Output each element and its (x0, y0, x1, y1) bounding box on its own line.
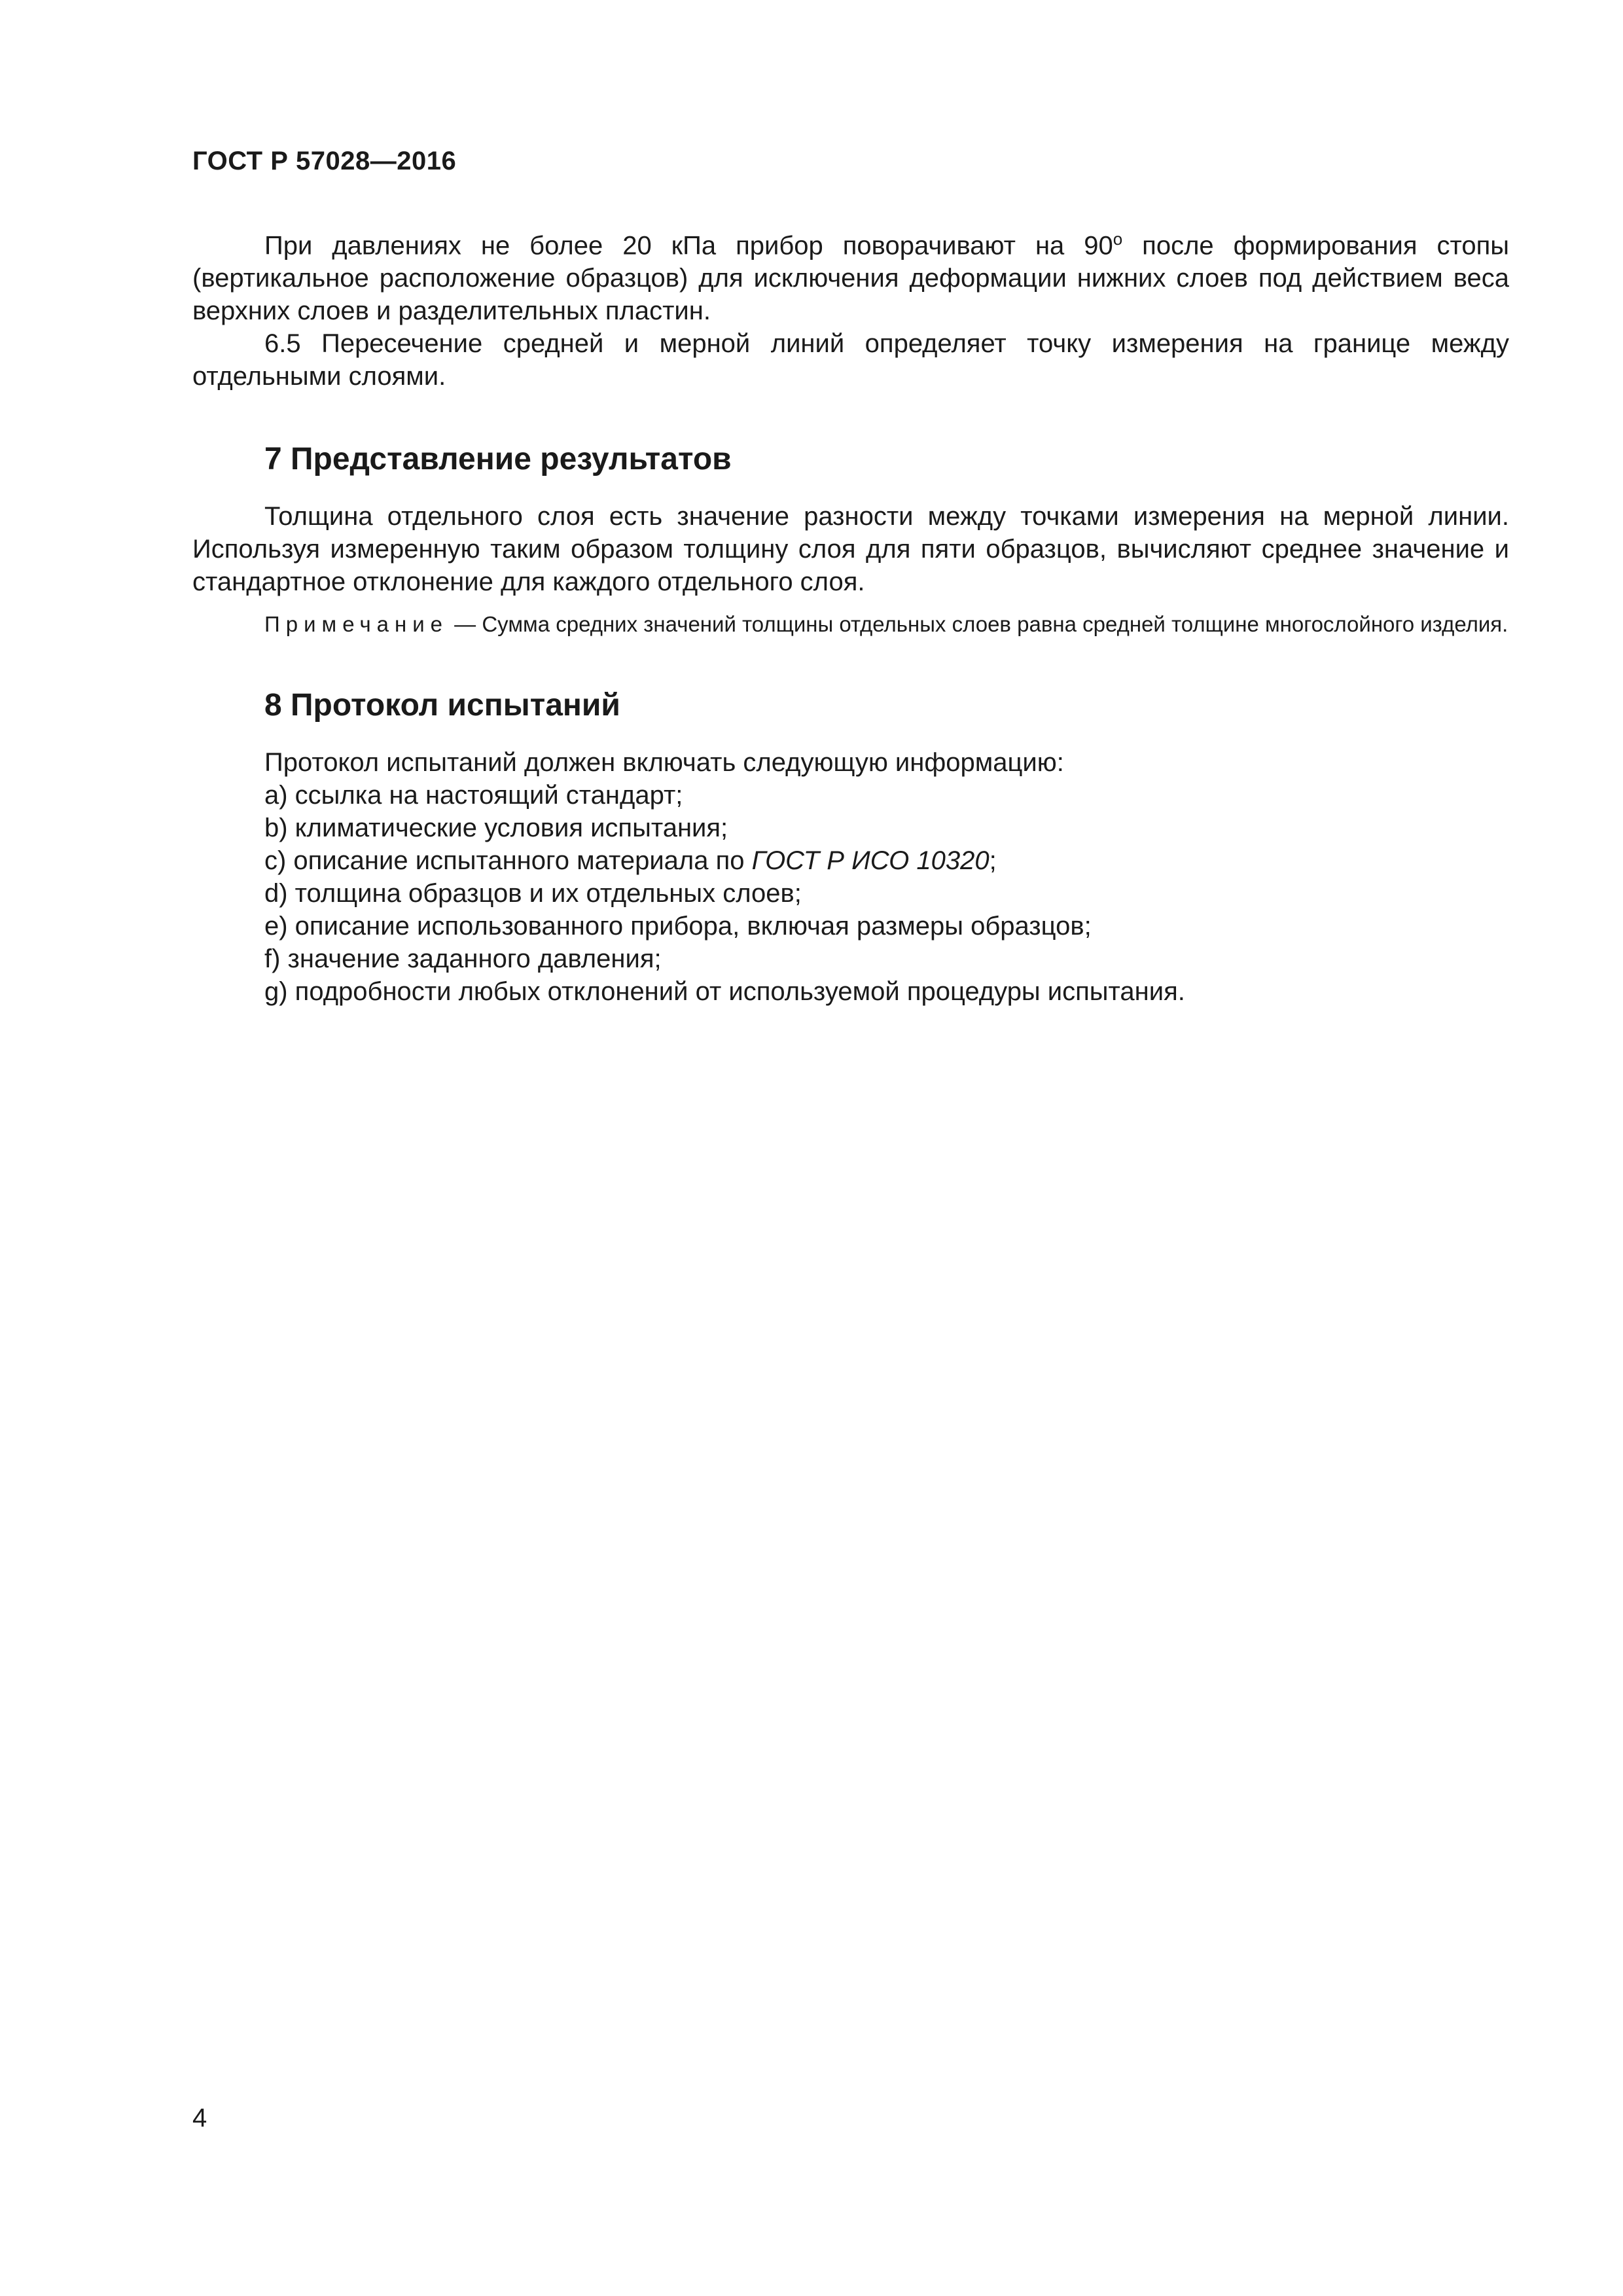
list-item-g: g) подробности любых отклонений от используемой процедуры испытания. (264, 977, 1185, 1007)
list-item-c (192, 844, 1509, 877)
list-item-e: e) описание использованного прибора, включая размеры образцов; (264, 912, 1092, 941)
degree-superscript: о (1113, 229, 1123, 249)
note-text: — Сумма средних значений толщины отдельных слоев равна средней толщине многослойного изделия. (448, 612, 1508, 637)
section8-title: 8 Протокол испытаний (264, 688, 620, 723)
document-header-code: ГОСТ Р 57028—2016 (192, 147, 457, 175)
document-body (192, 223, 1509, 1008)
section7-paragraph: Толщина отдельного слоя есть значение разности между точками измерения на мерной линии. Используя измеренную таким образом толщину слоя для пяти образцов, вычисляют среднее значение и стандартное отклонение для каждого отдельного слоя. (192, 502, 1509, 597)
note-label: Примечание (264, 612, 449, 637)
list-item-d: d) толщина образцов и их отдельных слоев; (264, 879, 802, 908)
section6-paragraph-2: 6.5 Пересечение средней и мерной линий определяет точку измерения на границе между отдельными слоями. (192, 329, 1509, 391)
list-item-c-text: c) описание испытанного материала по (264, 846, 752, 876)
section7-note (192, 609, 1509, 640)
section6-paragraph-1 (192, 223, 1509, 327)
pressure-text-end: после формирования стопы (вертикальное расположение образцов) для исключения деформации нижних слоев под действием веса верхних слоев и разделительных пластин. (192, 231, 1509, 326)
standard-reference: ГОСТ Р ИСО 10320 (751, 846, 990, 876)
pressure-text-start: При давлениях не более 20 кПа прибор поворачивают на 90 (264, 231, 1113, 260)
list-item-a: a) ссылка на настоящий стандарт; (264, 781, 683, 810)
list-item-f: f) значение заданного давления; (264, 944, 662, 974)
section7-title: 7 Представление результатов (264, 442, 732, 477)
section8-intro: Протокол испытаний должен включать следующую информацию: (264, 748, 1064, 778)
page-number: 4 (192, 2104, 207, 2132)
list-item-b: b) климатические условия испытания; (264, 814, 728, 843)
list-item-c-tail: ; (989, 846, 997, 876)
